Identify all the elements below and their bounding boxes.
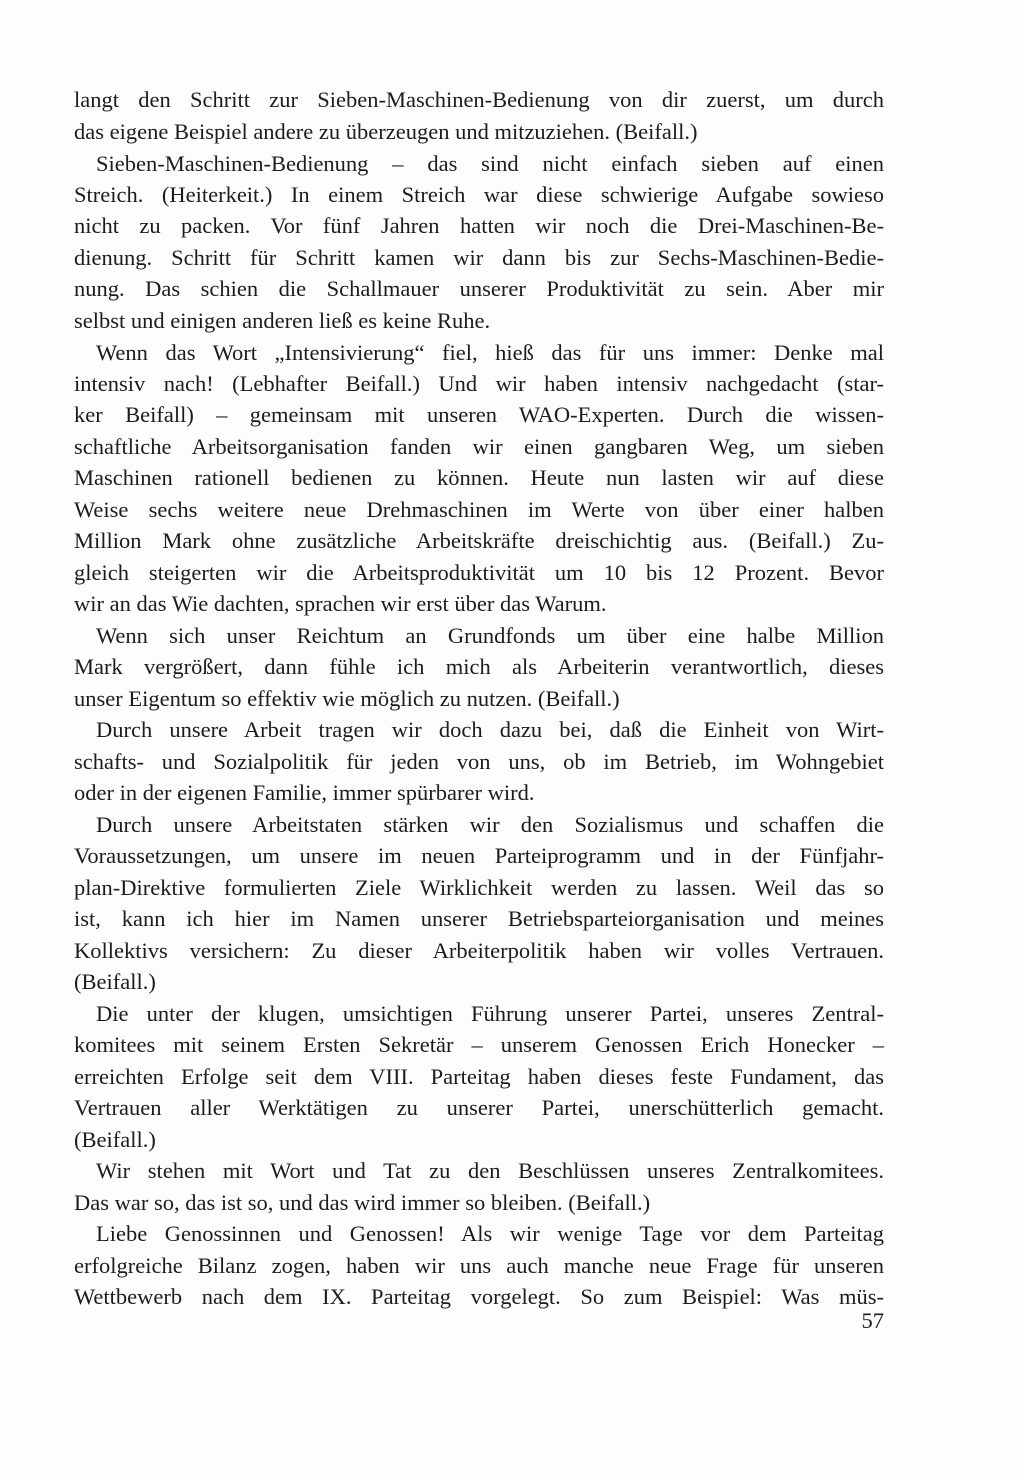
text-line: intensiv nach! (Lebhafter Beifall.) Und wir haben intensiv nachgedacht (star- xyxy=(74,371,884,396)
text-line: Durch unsere Arbeit tragen wir doch dazu bei, daß die Einheit von Wirt- xyxy=(96,717,884,742)
text-line: Durch unsere Arbeitstaten stärken wir den Sozialismus und schaffen die xyxy=(96,812,884,837)
text-line: dienung. Schritt für Schritt kamen wir dann bis zur Sechs-Maschinen-Bedie- xyxy=(74,245,884,270)
text-line: selbst und einigen anderen ließ es keine Ruhe. xyxy=(74,308,491,333)
text-line: Liebe Genossinnen und Genossen! Als wir wenige Tage vor dem Parteitag xyxy=(96,1221,884,1246)
text-line: Das war so, das ist so, und das wird immer so bleiben. (Beifall.) xyxy=(74,1190,651,1215)
text-line: Wenn sich unser Reichtum an Grundfonds um über eine halbe Million xyxy=(96,623,884,648)
text-line: Kollektivs versichern: Zu dieser Arbeiterpolitik haben wir volles Vertrauen. xyxy=(74,938,884,963)
text-line: ist, kann ich hier im Namen unserer Betriebsparteiorganisation und meines xyxy=(74,906,884,931)
text-line: wir an das Wie dachten, sprachen wir erst über das Warum. xyxy=(74,591,607,616)
text-line: schafts- und Sozialpolitik für jeden von uns, ob im Betrieb, im Wohngebiet xyxy=(74,749,884,774)
text-line: erreichten Erfolge seit dem VIII. Parteitag haben dieses feste Fundament, das xyxy=(74,1064,884,1089)
text-line: unser Eigentum so effektiv wie möglich zu nutzen. (Beifall.) xyxy=(74,686,620,711)
text-line: Weise sechs weitere neue Drehmaschinen im Werte von über einer halben xyxy=(74,497,884,522)
text-line: Wir stehen mit Wort und Tat zu den Beschlüssen unseres Zentralkomitees. xyxy=(96,1158,884,1183)
text-line: Sieben-Maschinen-Bedienung – das sind nicht einfach sieben auf einen xyxy=(96,151,884,176)
page-number: 57 xyxy=(861,1308,884,1333)
text-line: gleich steigerten wir die Arbeitsproduktivität um 10 bis 12 Prozent. Bevor xyxy=(74,560,884,585)
text-line: Die unter der klugen, umsichtigen Führung unserer Partei, unseres Zentral- xyxy=(96,1001,884,1026)
text-line: Mark vergrößert, dann fühle ich mich als Arbeiterin verantwortlich, dieses xyxy=(74,654,884,679)
text-line: langt den Schritt zur Sieben-Maschinen-Bedienung von dir zuerst, um durch xyxy=(74,87,884,112)
text-line: erfolgreiche Bilanz zogen, haben wir uns auch manche neue Frage für unseren xyxy=(74,1253,884,1278)
text-line: ker Beifall) – gemeinsam mit unseren WAO-Experten. Durch die wissen- xyxy=(74,402,884,427)
text-line: (Beifall.) xyxy=(74,969,156,994)
text-line: schaftliche Arbeitsorganisation fanden wir einen gangbaren Weg, um sieben xyxy=(74,434,884,459)
text-line: plan-Direktive formulierten Ziele Wirklichkeit werden zu lassen. Weil das so xyxy=(74,875,884,900)
text-line: (Beifall.) xyxy=(74,1127,156,1152)
text-line: Maschinen rationell bedienen zu können. Heute nun lasten wir auf diese xyxy=(74,465,884,490)
text-line: Wettbewerb nach dem IX. Parteitag vorgelegt. So zum Beispiel: Was müs- xyxy=(74,1284,884,1309)
text-line: oder in der eigenen Familie, immer spürbarer wird. xyxy=(74,780,535,805)
text-line: Vertrauen aller Werktätigen zu unserer Partei, unerschütterlich gemacht. xyxy=(74,1095,884,1120)
text-line: Wenn das Wort „Intensivierung“ fiel, hieß das für uns immer: Denke mal xyxy=(96,340,884,365)
text-line: Streich. (Heiterkeit.) In einem Streich war diese schwierige Aufgabe sowieso xyxy=(74,182,884,207)
text-line: Voraussetzungen, um unsere im neuen Parteiprogramm und in der Fünfjahr- xyxy=(74,843,884,868)
text-line: das eigene Beispiel andere zu überzeugen und mitzuziehen. (Beifall.) xyxy=(74,119,698,144)
text-line: komitees mit seinem Ersten Sekretär – unserem Genossen Erich Honecker – xyxy=(74,1032,884,1057)
text-line: nung. Das schien die Schallmauer unserer Produktivität zu sein. Aber mir xyxy=(74,276,884,301)
text-line: nicht zu packen. Vor fünf Jahren hatten wir noch die Drei-Maschinen-Be- xyxy=(74,213,884,238)
text-line: Million Mark ohne zusätzliche Arbeitskräfte dreischichtig aus. (Beifall.) Zu- xyxy=(74,528,884,553)
